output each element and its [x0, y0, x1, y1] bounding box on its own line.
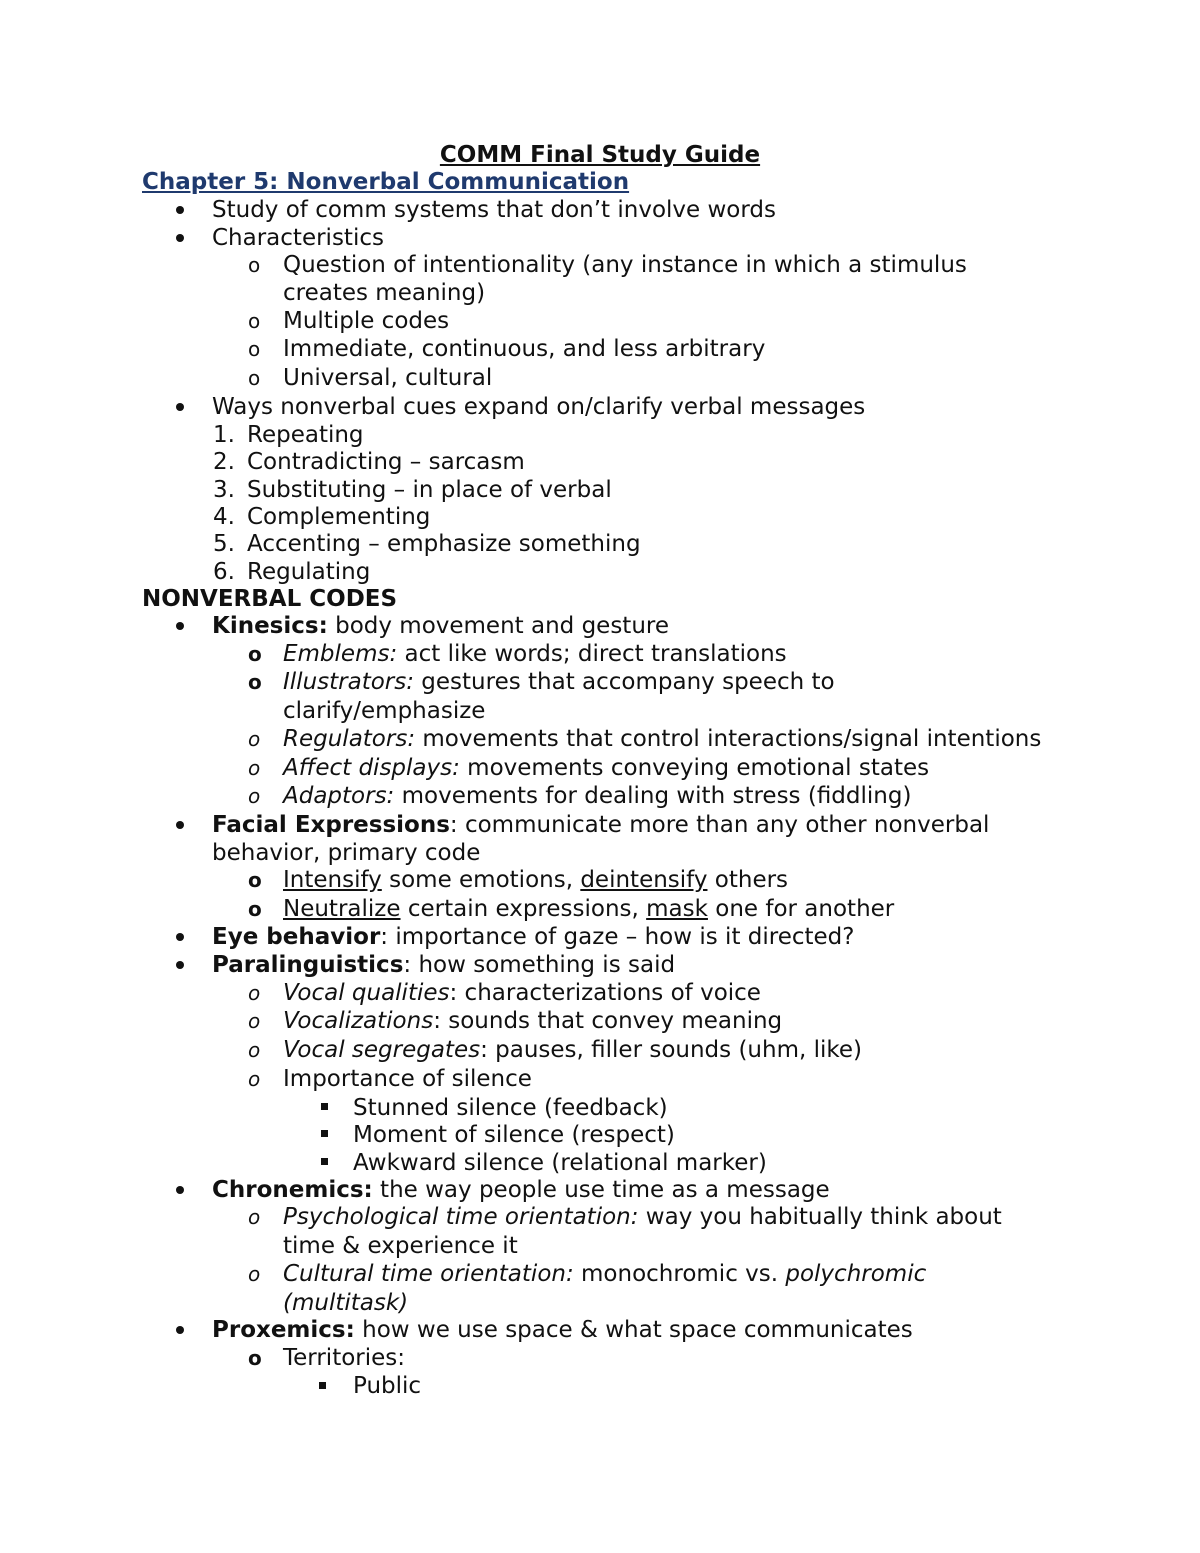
- term-label: Emblems:: [283, 641, 398, 667]
- list-item: [283, 640, 787, 668]
- list-item: [283, 1036, 862, 1064]
- square-bullet-icon: [321, 1103, 328, 1110]
- circle-bullet-icon: o: [248, 756, 261, 780]
- list-item: [283, 1203, 1002, 1231]
- circle-bullet-icon: o: [248, 1038, 261, 1062]
- list-item: Multiple codes: [283, 308, 450, 334]
- list-item: Characteristics: [212, 225, 384, 251]
- list-number: 6.: [213, 559, 235, 585]
- list-item: [212, 951, 675, 979]
- list-item: Ways nonverbal cues expand on/clarify verbal messages: [212, 394, 866, 420]
- term-label: Proxemics:: [212, 1317, 355, 1343]
- list-item-continuation: behavior, primary code: [212, 840, 481, 866]
- term-label: Kinesics:: [212, 613, 328, 639]
- circle-bullet-icon: o: [248, 366, 261, 390]
- circle-bullet-icon: o: [248, 1067, 261, 1091]
- circle-bullet-icon: o: [248, 727, 261, 751]
- circle-bullet-icon: o: [248, 337, 261, 361]
- term-label: Chronemics:: [212, 1177, 373, 1203]
- bullet-icon: [176, 622, 184, 630]
- circle-bullet-icon: o: [248, 670, 262, 694]
- term-definition: the way people use time as a message: [372, 1177, 830, 1203]
- list-item-continuation: (multitask): [283, 1290, 409, 1316]
- list-item: Universal, cultural: [283, 365, 493, 391]
- list-number: 4.: [213, 504, 235, 530]
- term-label: Eye behavior: [212, 924, 381, 950]
- circle-bullet-icon: o: [248, 1346, 262, 1370]
- list-item: [283, 725, 1041, 753]
- term-definition: body movement and gesture: [327, 613, 669, 639]
- term-definition: : how something is said: [403, 952, 676, 978]
- term-label: Illustrators:: [283, 669, 414, 695]
- section-heading: NONVERBAL CODES: [142, 586, 398, 612]
- bullet-icon: [176, 1326, 184, 1334]
- term-label: Cultural time orientation:: [283, 1261, 574, 1287]
- term-label: Adaptors:: [283, 783, 395, 809]
- list-item: [283, 782, 911, 810]
- text-run: certain expressions,: [400, 896, 647, 922]
- term-label: Vocal qualities: [283, 980, 450, 1006]
- circle-bullet-icon: o: [248, 309, 261, 333]
- list-item: Stunned silence (feedback): [353, 1095, 668, 1121]
- circle-bullet-icon: o: [248, 868, 262, 892]
- circle-bullet-icon: o: [248, 642, 262, 666]
- circle-bullet-icon: o: [248, 981, 261, 1005]
- term-label: Regulators:: [283, 726, 416, 752]
- list-item: Study of comm systems that don’t involve words: [212, 197, 777, 223]
- list-number: 2.: [213, 449, 235, 475]
- list-item: [283, 1007, 782, 1035]
- list-number: 5.: [213, 531, 235, 557]
- list-item: Public: [353, 1373, 422, 1399]
- list-item: Importance of silence: [283, 1066, 532, 1092]
- list-item: [283, 668, 835, 696]
- circle-bullet-icon: o: [248, 253, 261, 277]
- chapter-heading: Chapter 5: Nonverbal Communication: [142, 169, 630, 195]
- list-item: Repeating: [247, 422, 364, 448]
- term-definition: movements conveying emotional states: [459, 755, 930, 781]
- list-number: 1.: [213, 422, 235, 448]
- underlined-term: Neutralize: [283, 896, 401, 922]
- bullet-icon: [176, 206, 184, 214]
- list-item: Substituting – in place of verbal: [247, 477, 612, 503]
- list-item: Question of intentionality (any instance in which a stimulus: [283, 252, 967, 278]
- term-label: Affect displays:: [283, 755, 460, 781]
- list-item: [283, 1260, 926, 1288]
- term-definition: : pauses, filler sounds (uhm, like): [480, 1037, 863, 1063]
- list-item: [212, 1176, 830, 1204]
- list-item: [212, 612, 669, 640]
- term-label: Vocalizations: [283, 1008, 434, 1034]
- term-label: Vocal segregates: [283, 1037, 481, 1063]
- list-item-continuation: time & experience it: [283, 1233, 518, 1259]
- term-definition: how we use space & what space communicates: [354, 1317, 913, 1343]
- term-definition: : communicate more than any other nonverbal: [449, 812, 990, 838]
- text-run: some emotions,: [381, 867, 581, 893]
- bullet-icon: [176, 403, 184, 411]
- list-item: [283, 866, 788, 894]
- list-item: Contradicting – sarcasm: [247, 449, 525, 475]
- circle-bullet-icon: o: [248, 1009, 261, 1033]
- term-definition: movements that control interactions/signal intentions: [415, 726, 1042, 752]
- list-number: 3.: [213, 477, 235, 503]
- bullet-icon: [176, 961, 184, 969]
- circle-bullet-icon: o: [248, 1205, 261, 1229]
- list-item: [212, 923, 854, 951]
- term-definition: movements for dealing with stress (fiddling): [394, 783, 912, 809]
- square-bullet-icon: [321, 1158, 328, 1165]
- underlined-term: Intensify: [283, 867, 382, 893]
- list-item: Awkward silence (relational marker): [353, 1150, 767, 1176]
- term-label: Facial Expressions: [212, 812, 450, 838]
- term-definition: way you habitually think about: [638, 1204, 1002, 1230]
- term-label: Psychological time orientation:: [283, 1204, 639, 1230]
- term-definition: : characterizations of voice: [449, 980, 761, 1006]
- list-item: Regulating: [247, 559, 371, 585]
- text-run: one for another: [707, 896, 895, 922]
- term-definition: monochromic vs.: [573, 1261, 786, 1287]
- list-item: Accenting – emphasize something: [247, 531, 641, 557]
- circle-bullet-icon: o: [248, 897, 262, 921]
- underlined-term: deintensify: [580, 867, 708, 893]
- circle-bullet-icon: o: [248, 784, 261, 808]
- page-title: COMM Final Study Guide: [439, 142, 761, 168]
- list-item: [212, 811, 989, 839]
- underlined-term: mask: [646, 896, 708, 922]
- bullet-icon: [176, 821, 184, 829]
- bullet-icon: [176, 933, 184, 941]
- bullet-icon: [176, 1186, 184, 1194]
- term-definition: : importance of gaze – how is it directed?: [380, 924, 855, 950]
- bullet-icon: [176, 234, 184, 242]
- circle-bullet-icon: o: [248, 1262, 261, 1286]
- square-bullet-icon: [319, 1382, 326, 1389]
- list-item: [283, 979, 761, 1007]
- square-bullet-icon: [321, 1130, 328, 1137]
- list-item-continuation: clarify/emphasize: [283, 698, 486, 724]
- list-item: [283, 895, 894, 923]
- list-item: Moment of silence (respect): [353, 1122, 675, 1148]
- list-item: Territories:: [283, 1345, 406, 1371]
- term-definition: : sounds that convey meaning: [433, 1008, 783, 1034]
- list-item-continuation: creates meaning): [283, 280, 486, 306]
- term-definition: act like words; direct translations: [397, 641, 787, 667]
- list-item: [212, 1316, 913, 1344]
- text-run: others: [707, 867, 789, 893]
- italic-term: polychromic: [785, 1261, 927, 1287]
- term-label: Paralinguistics: [212, 952, 404, 978]
- term-definition: gestures that accompany speech to: [413, 669, 835, 695]
- list-item: [283, 754, 929, 782]
- list-item: Complementing: [247, 504, 431, 530]
- list-item: Immediate, continuous, and less arbitrary: [283, 336, 766, 362]
